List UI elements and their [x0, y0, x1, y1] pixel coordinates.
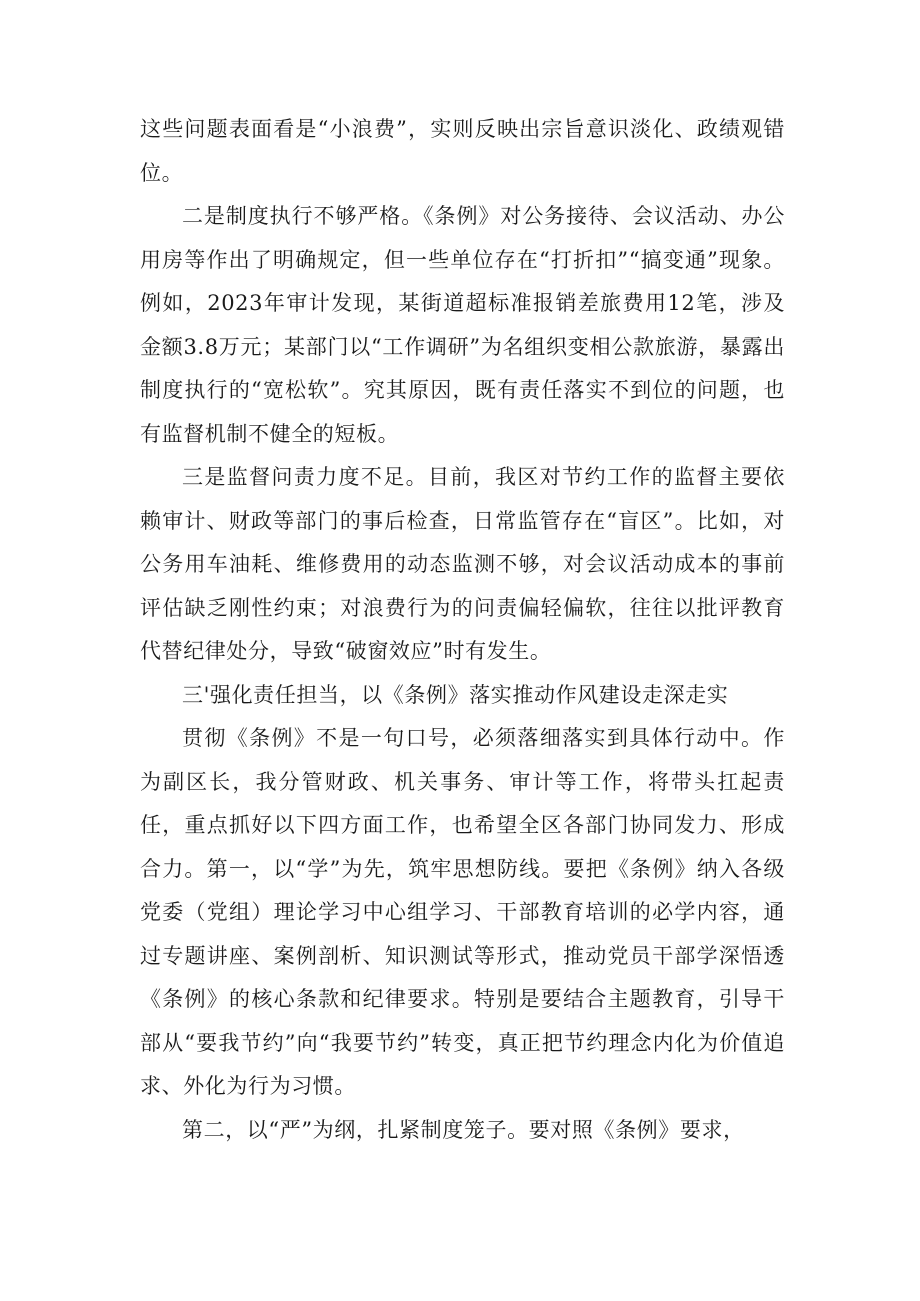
paragraph-waste-problem: 这些问题表面看是“小浪费”，实则反映出宗旨意识淡化、政绩观错位。: [140, 117, 785, 185]
paragraph-implementation-study: 贯彻《条例》不是一句口号，必须落细落实到具体行动中。作为副区长，我分管财政、机关事务、审计等工作，将带头扛起责任，重点抓好以下四方面工作，也希望全区各部门协同发力、形成合力。第一，以“学”为先，筑牢思想防线。要把《条例》纳入各级党委（党组）理论学习中心组学习、干部教育培训的必学内容，通过专题讲座、案例剖析、知识测试等形式，推动党员干部学深悟透《条例》的核心条款和纪律要求。特别是要结合主题教育，引导干部从“要我节约”向“我要节约”转变，真正把节约理念内化为价值追求、外化为行为习惯。: [140, 726, 785, 1098]
paragraph-strict-system: 第二，以“严”为纲，扎紧制度笼子。要对照《条例》要求，: [182, 1117, 745, 1142]
document-page: [140, 108, 785, 1152]
paragraph-system-enforcement: 二是制度执行不够严格。《条例》对公务接待、会议活动、办公用房等作出了明确规定，但一些单位存在“打折扣”“搞变通”现象。例如，2023年审计发现，某街道超标准报销差旅费用12笔，涉及金额3.8万元；某部门以“工作调研”为名组织变相公款旅游，暴露出制度执行的“宽松软”。究其原因，既有责任落实不到位的问题，也有监督机制不健全的短板。: [140, 204, 785, 446]
section-heading: 三'强化责任担当，以《条例》落实推动作风建设走深走实: [182, 682, 729, 707]
paragraph-supervision-accountability: 三是监督问责力度不足。目前，我区对节约工作的监督主要依赖审计、财政等部门的事后检查，日常监管存在“盲区”。比如，对公务用车油耗、维修费用的动态监测不够，对会议活动成本的事前评估缺乏刚性约束；对浪费行为的问责偏轻偏软，往往以批评教育代替纪律处分，导致“破窗效应”时有发生。: [140, 465, 785, 663]
